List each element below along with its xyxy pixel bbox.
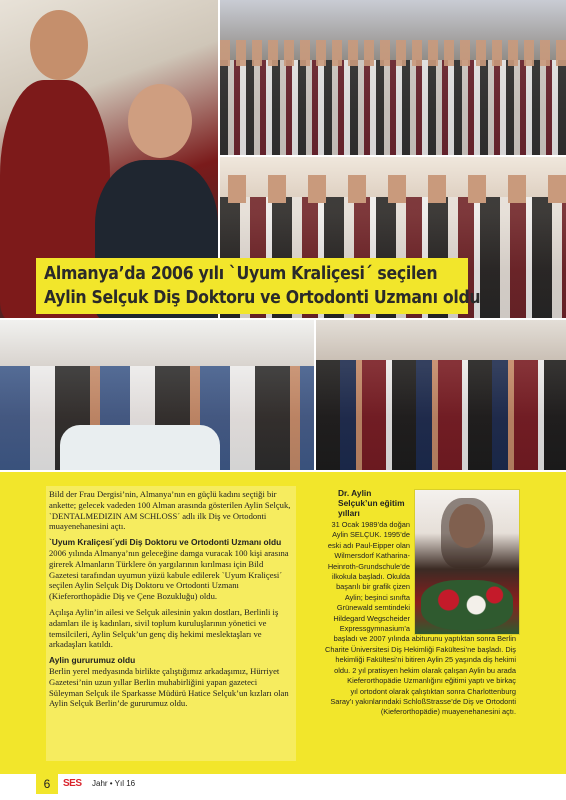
magazine-logo: SES (63, 778, 82, 789)
sidebar-line: (Kieferorthopädie) muayenehanesini açtı. (380, 707, 516, 717)
article-column (46, 486, 296, 761)
sidebar-line: Expressgymnasium’a (339, 624, 410, 634)
sidebar-line: Aylin; beşinci sınıfta (344, 592, 410, 602)
sidebar-line: Hildegard Wegscheider (333, 613, 410, 623)
sidebar-line: Wilmersdorf Katharina- (334, 551, 410, 561)
article-paragraph: Açılışa Aylin’in ailesi ve Selçuk ailesinin yakın dostları, Berlinli iş adamları ile iş kadınları, sivil toplum kuruluşlarının yönetici ve temsilcileri, Aylin Selçuk’un genç diş hekimi meslektaşları ve arkadaşları katıldı. (49, 606, 279, 650)
sidebar-line: Aylin SELÇUK. 1995’de (332, 530, 410, 540)
sidebar-line: hekimliği Fakültesi’ni bitiren Aylin 25 yaşında diş hekimi (335, 655, 516, 665)
photo-group-outside (220, 0, 566, 155)
sidebar-line: yıl ortodont olarak çalıştıktan sonra Charlottenburg (350, 686, 516, 696)
issue-label: Jahr • Yıl 16 (92, 779, 136, 788)
sidebar-line: oldu. 2 yıl pratisyen hekim olarak çalışan Aylin bu arada (334, 665, 516, 675)
sidebar-line: ilkokula başladı. Okulda (331, 572, 410, 582)
article-paragraph: 2006 yılında Almanya’nın geleceğine damga vuracak 100 kişi arasına girerek Almanların Türklere ön yargılarının kırılması için Bild Gazetesi tarafından uyumun yüzü kabule edilerek `Uyum Kraliçesi´ seçilen Aylin Selçuk Diş Doktoru ve Ortodonti Uzmanı (Kieferorthopädie Diş ve Çene Bozukluğu) oldu. (49, 547, 289, 602)
article-paragraph: Bild der Frau Dergisi’nin, Almanya’nın en güçlü kadını seçtiği bir ankette; gelecek vadeden 100 Alman arasında gösterilen Aylin Selçuk, `DENTALMEDIZIN AM SCHLOSS´ adlı ilk Diş ve Ortodonti muayenehanesini açtı. (49, 489, 291, 532)
photo-clinic-visitors (0, 320, 314, 470)
sidebar-line: Charite Üniversitesi Diş Hekimliği Fakültesi’ne başladı. Diş (325, 644, 516, 654)
sidebar-line: Heinroth-Grundschule’de (327, 561, 410, 571)
page-number: 6 (36, 774, 58, 794)
headline-line-1: Almanya’da 2006 yılı `Uyum Kraliçesi´ seçilen (44, 264, 438, 284)
page-footer (0, 774, 566, 800)
headline-banner (36, 258, 481, 314)
article-paragraph: Berlin yerel medyasında birlikte çalıştığımız arkadaşımız, Hürriyet Gazetesi’nin uzun yıllar Berlin muhabirliğini yapan gazeteci Süleyman Selçuk ile Sparkasse Müdürü Hatice Selçuk’un kızları olan Aylin Selçuk Berlin’de gururumuz oldu. (49, 665, 289, 709)
sidebar-text (310, 520, 516, 718)
sidebar-line: başladı ve 2007 yılında abiturunu yaptıktan sonra Berlin (333, 634, 516, 644)
headline (44, 262, 481, 310)
sidebar-title: Dr. Aylin Selçuk’un eğitim yılları (338, 488, 405, 518)
headline-line-2: Aylin Selçuk Diş Doktoru ve Ortodonti Uzmanı oldu (44, 288, 481, 308)
sidebar-line: eski adı Paul-Eipper olan (327, 540, 410, 550)
article-subheading: Aylin gururumuz oldu (49, 655, 136, 666)
sidebar-line: Saray’ı yakınlarındaki SchloßStrasse’de Diş ve Ortodonti (330, 696, 516, 706)
photo-clinic-group (316, 320, 566, 470)
sidebar-line: Grünewald semtindeki (336, 603, 410, 613)
sidebar-line: Kieferorthopädie Uzmanlığını eğitimi yaptı ve birkaç (347, 676, 516, 686)
sidebar-line: 31 Ocak 1989’da doğan (331, 520, 410, 529)
article-subheading: `Uyum Kraliçesi´ydi Diş Doktoru ve Ortodonti Uzmanı oldu (49, 537, 282, 548)
sidebar-line: başarılı bir grafik çizen (336, 582, 410, 592)
